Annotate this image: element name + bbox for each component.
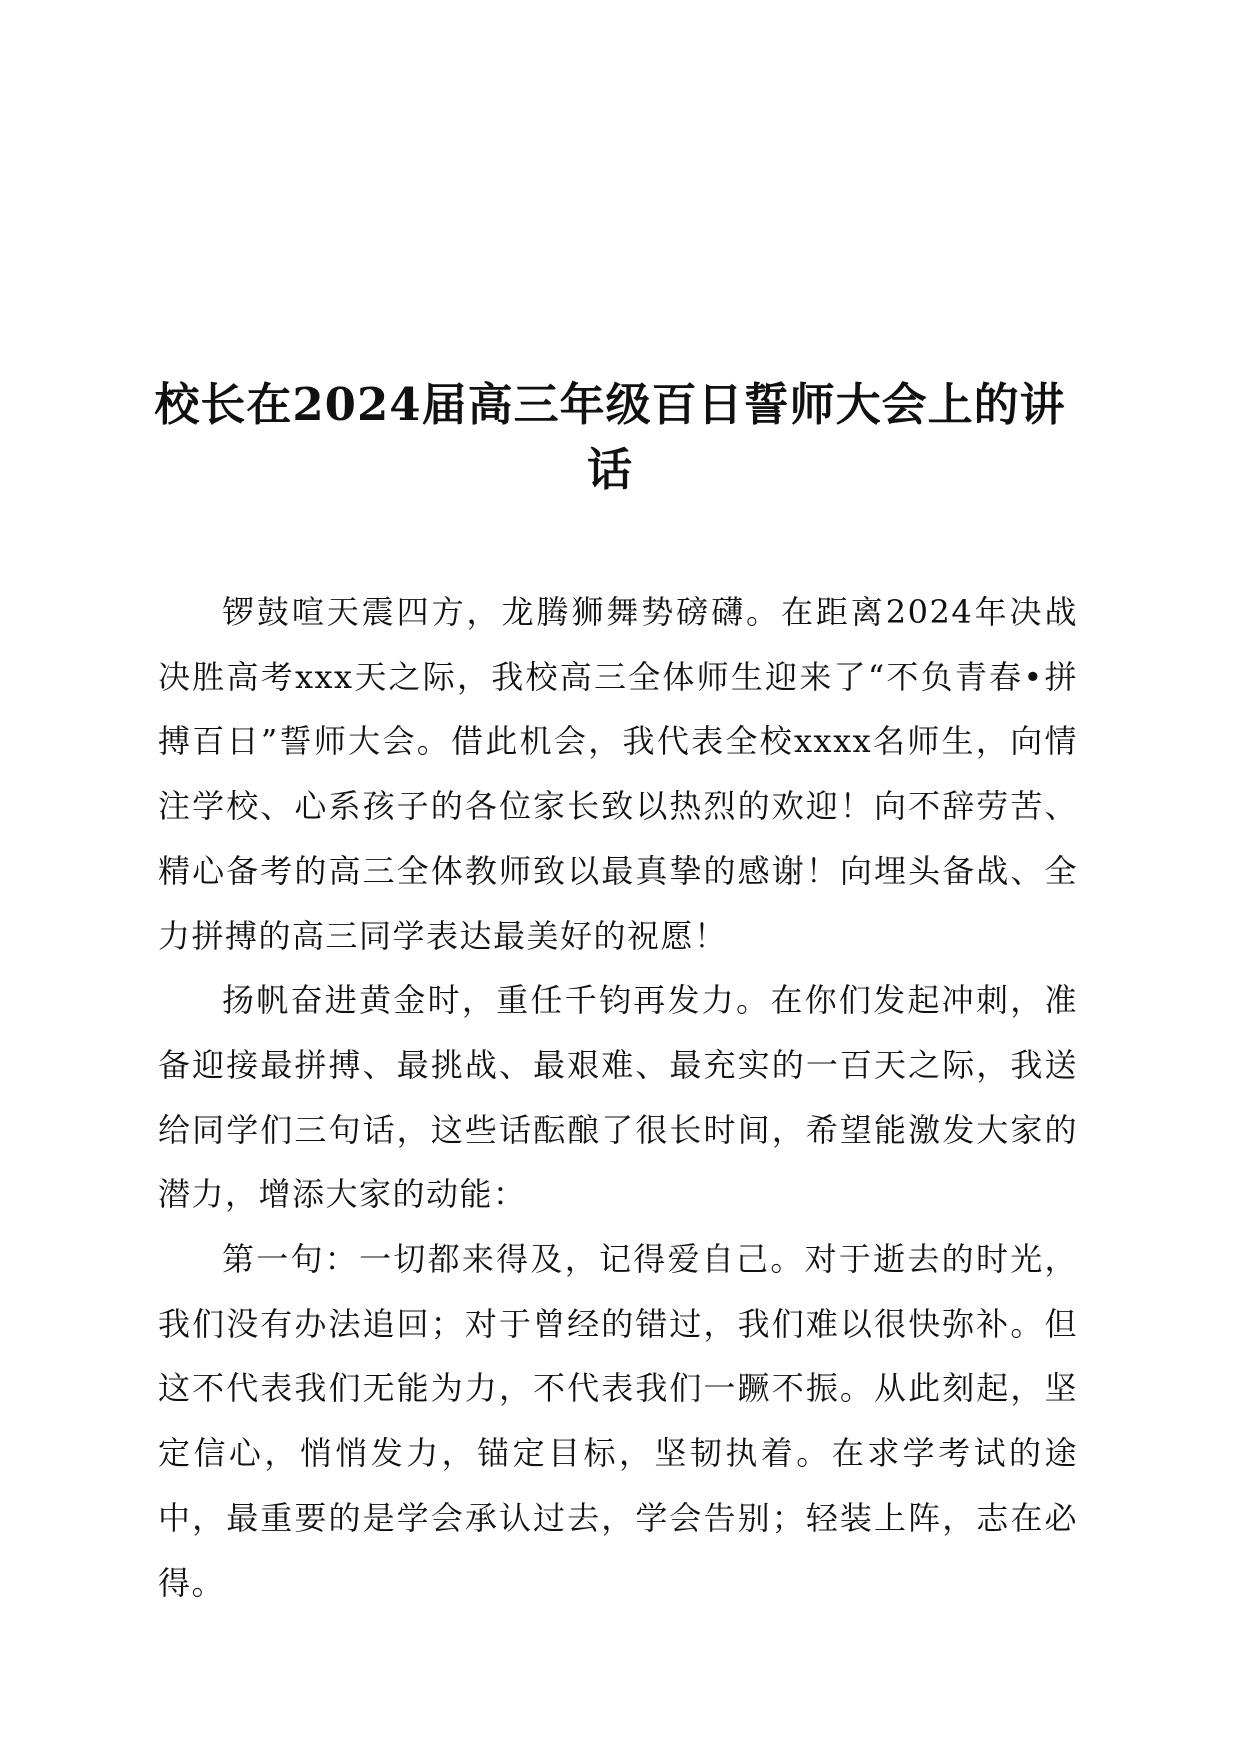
paragraph-sailing: 扬帆奋进黄金时，重任千钧再发力。在你们发起冲刺，准备迎接最拼搏、最挑战、最艰难、最充实的一百天之际，我送给同学们三句话，这些话酝酿了很长时间，希望能激发大家的潜力，增添大家的动能： [158,981,1078,1214]
paragraph-opening: 锣鼓喧天震四方，龙腾狮舞势磅礴。在距离2024年决战决胜高考xxx天之际，我校高三全体师生迎来了“不负青春•拼搏百日”誓师大会。借此机会，我代表全校xxxx名师生，向情注学校、心系孩子的各位家长致以热烈的欢迎！向不辞劳苦、精心备考的高三全体教师致以最真挚的感谢！向埋头备战、全力拼搏的高三同学表达最美好的祝愿！ [158,593,1078,955]
document-title: 校长在2024届高三年级百日誓师大会上的讲话 [154,378,1066,496]
document-body [158,580,1078,1615]
paragraph-first-sentence: 第一句：一切都来得及，记得爱自己。对于逝去的时光，我们没有办法追回；对于曾经的错过，我们难以很快弥补。但这不代表我们无能为力，不代表我们一蹶不振。从此刻起，坚定信心，悄悄发力，锚定目标，坚韧执着。在求学考试的途中，最重要的是学会承认过去，学会告别；轻装上阵，志在必得。 [158,1240,1078,1602]
